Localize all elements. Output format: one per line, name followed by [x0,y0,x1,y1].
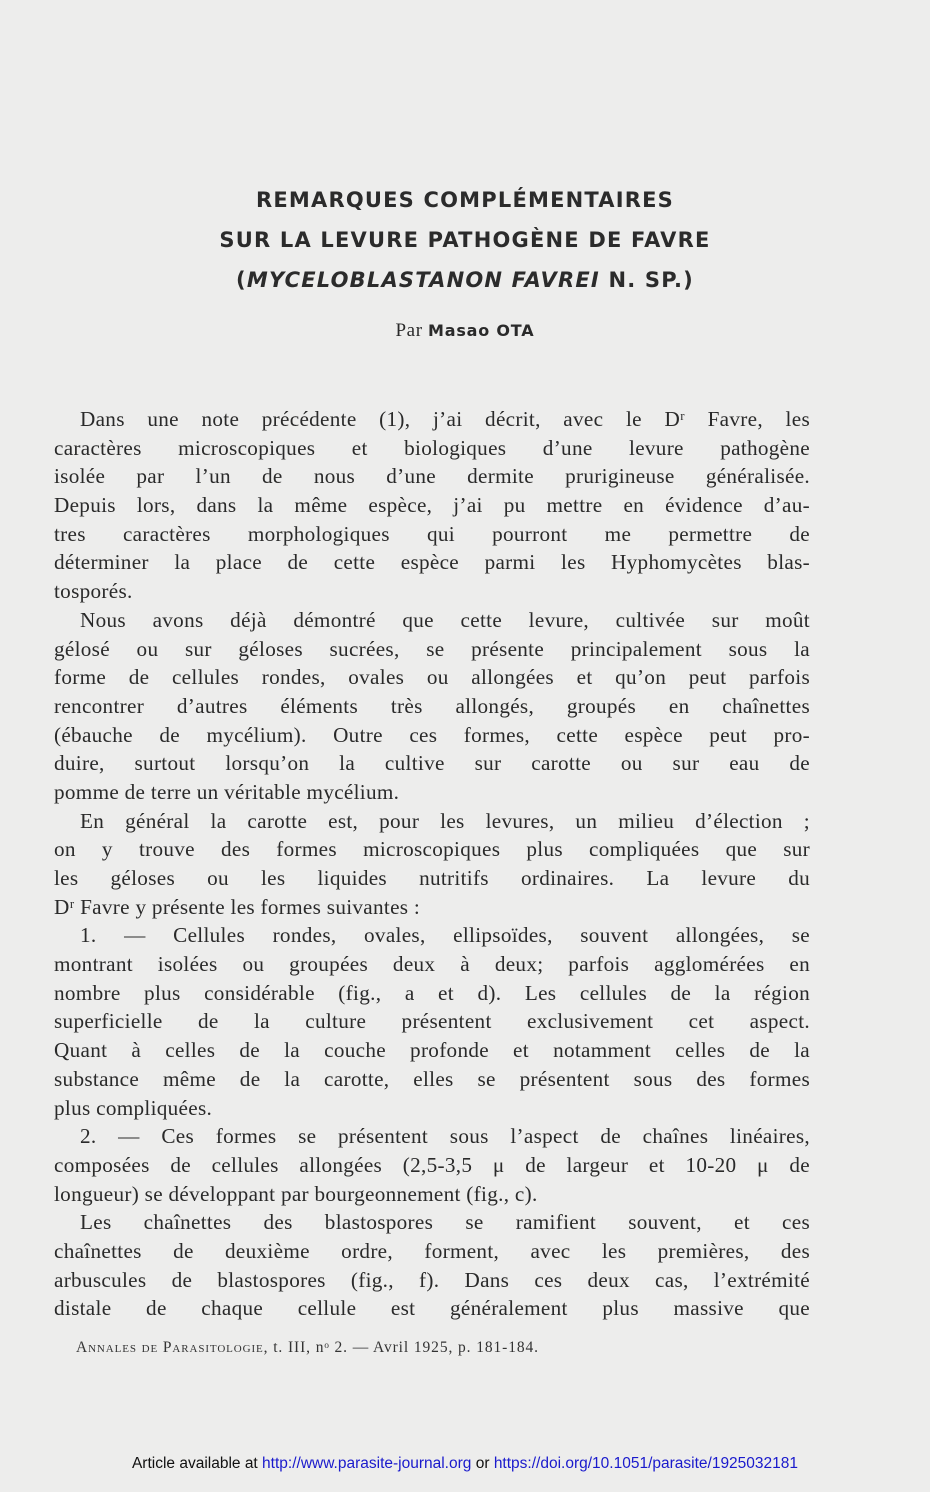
journal-citation [76,1339,539,1357]
title-line-2: SUR LA LEVURE PATHOGÈNE DE FAVRE [219,228,711,252]
availability-prefix: Article available at [131,1455,263,1472]
body-line: tres caractères morphologiques qui pourront me permettre de [54,521,810,546]
body-line: chaînettes de deuxième ordre, forment, avec les premières, des [54,1238,810,1263]
title-line-3 [0,268,930,292]
body-line: les géloses ou les liquides nutritifs ordinaires. La levure du [54,866,810,890]
body-line: on y trouve des formes microscopiques plus compliquées que sur [54,837,810,862]
journal-name: Annales de Parasitologie, [76,1339,269,1356]
title-paren: ( [236,268,247,292]
doi-link[interactable]: https://doi.org/10.1051/parasite/1925032181 [493,1455,799,1472]
body-line: Quant à celles de la couche profonde et notamment celles de la [54,1038,810,1063]
body-line: duire, surtout lorsqu’on la cultive sur carotte ou sur eau de [54,751,810,776]
body-line: 2. — Ces formes se présentent sous l’aspect de chaînes linéaires, [80,1124,810,1149]
body-line: 1. — Cellules rondes, ovales, ellipsoïdes, souvent allongées, se [80,923,810,948]
body-line: substance même de la carotte, elles se présentent sous des formes [54,1066,810,1091]
body-line: distale de chaque cellule est généralement plus massive que [54,1296,810,1321]
body-line: tosporés. [54,579,133,604]
body-line: (ébauche de mycélium). Outre ces formes, cette espèce peut pro- [54,722,810,747]
body-line: pomme de terre un véritable mycélium. [54,779,400,804]
journal-link[interactable]: http://www.parasite-journal.org [262,1455,472,1472]
species-suffix: N. SP.) [599,268,694,292]
body-line: superficielle de la culture présentent exclusivement cet aspect. [54,1009,810,1034]
availability-or: or [471,1455,494,1472]
body-line: déterminer la place de cette espèce parmi les Hyphomycètes blas- [54,550,810,575]
body-line: plus compliquées. [54,1095,213,1120]
body-line: En général la carotte est, pour les levures, un milieu d’élection ; [80,808,810,833]
body-line: Depuis lors, dans la même espèce, j’ai pu mettre en évidence d’au- [54,493,810,518]
body-line: forme de cellules rondes, ovales ou allongées et qu’on peut parfois [54,665,810,690]
body-line: arbuscules de blastospores (fig., f). Dans ces deux cas, l’extrémité [54,1267,810,1292]
body-line: Dʳ Favre y présente les formes suivantes : [54,894,421,919]
body-line: Les chaînettes des blastospores se ramifient souvent, et ces [80,1210,810,1235]
citation-details: t. III, nᵒ 2. — Avril 1925, p. 181-184. [268,1339,539,1356]
body-line: Nous avons déjà démontré que cette levure, cultivée sur moût [80,607,810,632]
title-line-1: REMARQUES COMPLÉMENTAIRES [255,188,675,212]
author-name: Masao OTA [428,321,535,340]
body-line: nombre plus considérable (fig., a et d). Les cellules de la région [54,980,810,1005]
byline-prefix: Par [395,320,428,341]
species-name: MYCELOBLASTANON FAVREI [246,268,600,292]
body-line: montrant isolées ou groupées deux à deux; parfois agglomérées en [54,952,810,977]
body-line: composées de cellules allongées (2,5-3,5 μ de largeur et 10-20 μ de [54,1152,810,1177]
body-line: longueur) se développant par bourgeonnement (fig., c). [54,1181,538,1206]
article-availability [0,1455,930,1473]
body-line: gélosé ou sur géloses sucrées, se présente principalement sous la [54,636,810,661]
body-line: caractères microscopiques et biologiques d’une levure pathogène [54,435,810,460]
body-line: rencontrer d’autres éléments très allongés, groupés en chaînettes [54,693,810,718]
body-line: Dans une note précédente (1), j’ai décrit, avec le Dʳ Favre, les [80,407,810,431]
body-line: isolée par l’un de nous d’une dermite prurigineuse généralisée. [54,464,810,489]
article-body [54,405,810,1323]
byline [0,320,930,342]
